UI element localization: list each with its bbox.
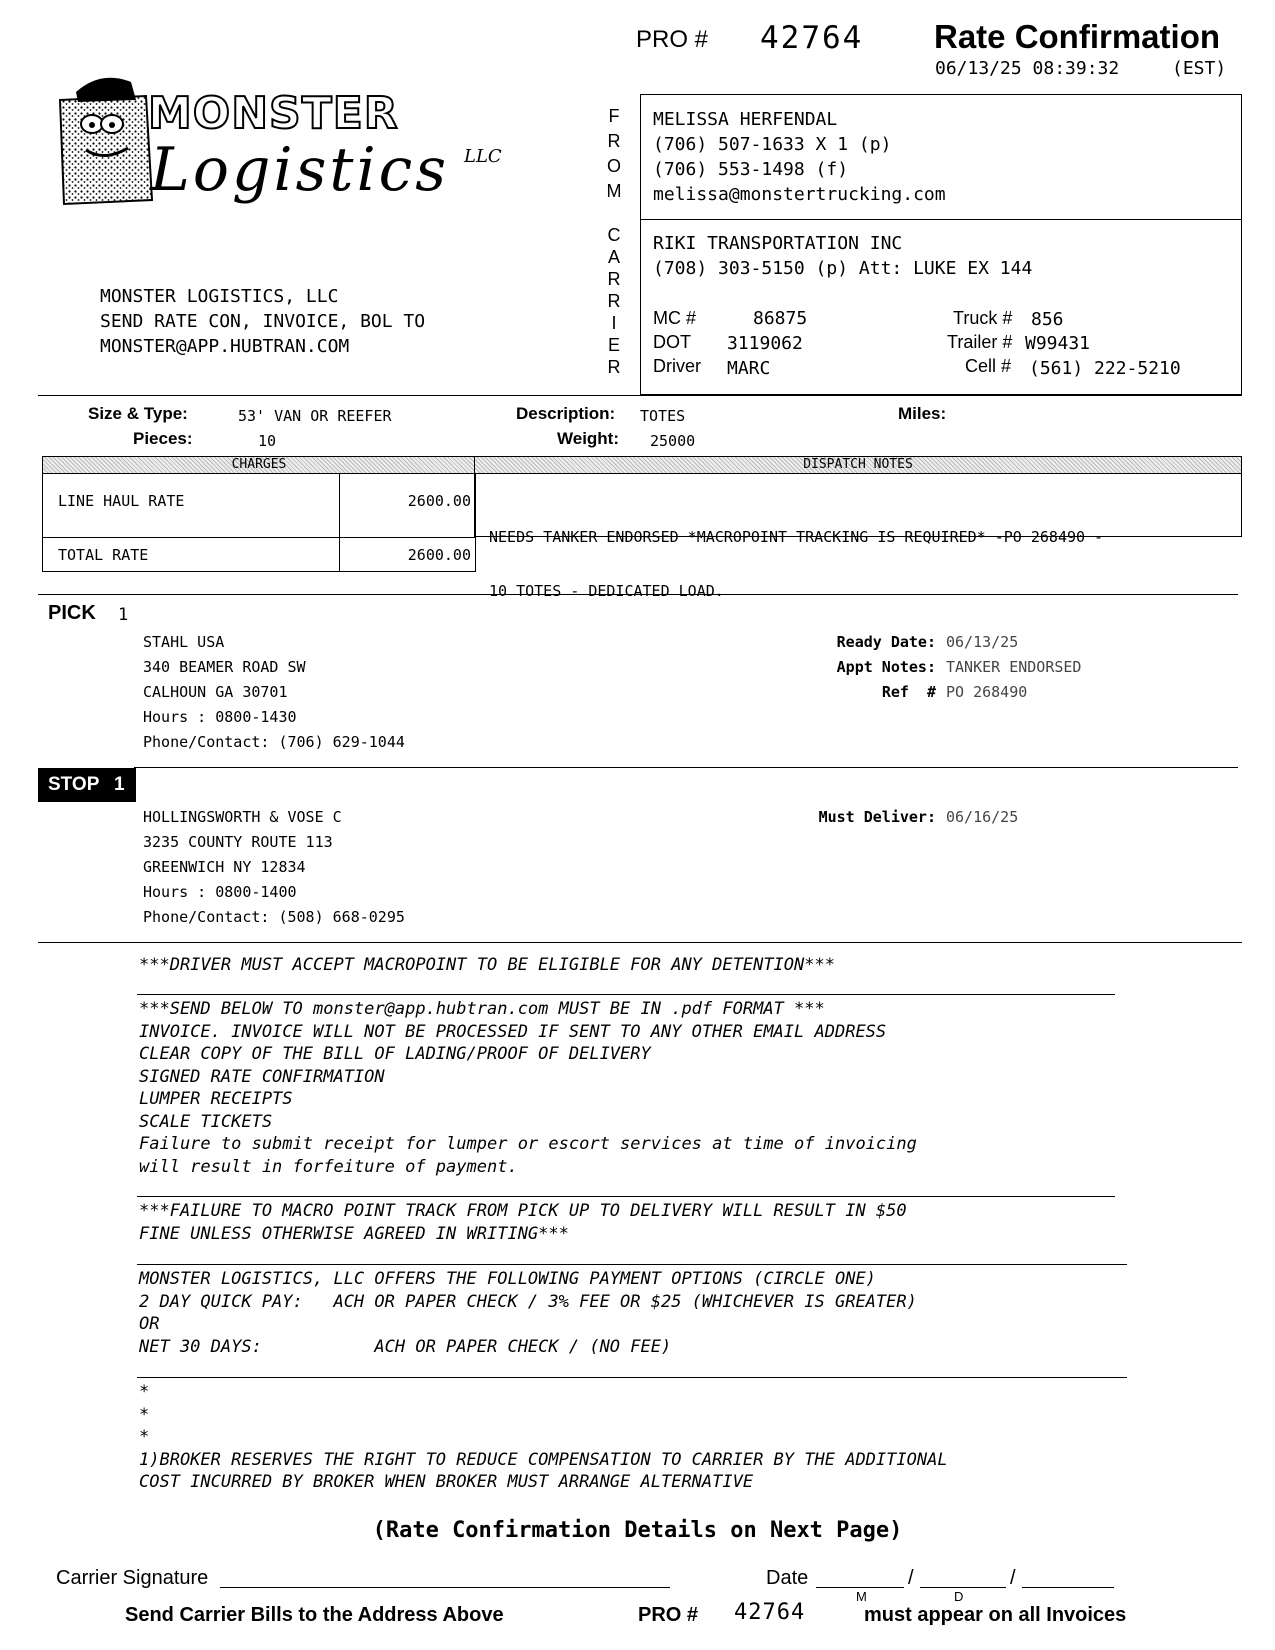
pick-street: 340 BEAMER ROAD SW [143, 658, 306, 676]
footer-pro-number: 42764 [734, 1600, 806, 1625]
terms-line: CLEAR COPY OF THE BILL OF LADING/PROOF OF DELIVERY [139, 1044, 651, 1064]
pick-name: STAHL USA [143, 633, 225, 651]
terms-line: 2 DAY QUICK PAY: ACH OR PAPER CHECK / 3% FEE OR $25 (WHICHEVER IS GREATER) [139, 1291, 917, 1312]
carrier-letter: E [607, 335, 620, 355]
from-phone: (706) 507-1633 X 1 (p) [653, 134, 892, 155]
carrier-letter: A [607, 247, 620, 267]
terms-line: ***SEND BELOW TO monster@app.hubtran.com MUST BE IN .pdf FORMAT *** [139, 999, 825, 1019]
dispatch-notes [489, 492, 1103, 636]
mc-label: MC # [653, 308, 697, 328]
logo-line1: MONSTER [148, 88, 399, 139]
broker-terms [139, 1381, 948, 1494]
stop-name: HOLLINGSWORTH & VOSE C [143, 808, 342, 826]
pro-number: 42764 [760, 20, 864, 56]
total-rate-label: TOTAL RATE [58, 546, 149, 564]
dispatch-notes-table [474, 456, 1242, 600]
detention-note: ***DRIVER MUST ACCEPT MACROPOINT TO BE ELIGIBLE FOR ANY DETENTION*** [139, 955, 835, 975]
cell-label: Cell # [965, 356, 1012, 376]
terms-line: MONSTER LOGISTICS, LLC OFFERS THE FOLLOWING PAYMENT OPTIONS (CIRCLE ONE) [139, 1269, 876, 1289]
terms-line: ***FAILURE TO MACRO POINT TRACK FROM PICK UP TO DELIVERY WILL RESULT IN $50 [139, 1201, 907, 1221]
ref-label: Ref # [881, 683, 936, 701]
dispatch-header: DISPATCH NOTES [475, 457, 1241, 474]
carrier-letter: R [607, 269, 621, 289]
pick-phone: Phone/Contact: (706) 629-1044 [143, 733, 405, 751]
company-instructions: SEND RATE CON, INVOICE, BOL TO [100, 311, 426, 332]
divider [137, 994, 1115, 995]
terms-line: * [139, 1404, 150, 1425]
signature-label: Carrier Signature [56, 1567, 209, 1589]
terms-line: NET 30 DAYS: ACH OR PAPER CHECK / (NO FEE) [139, 1336, 672, 1357]
dot-number: 3119062 [727, 333, 803, 354]
terms-line: OR [139, 1314, 160, 1334]
company-name: MONSTER LOGISTICS, LLC [100, 286, 339, 307]
must-deliver-value: 06/16/25 [946, 808, 1019, 826]
timezone: (EST) [1172, 58, 1227, 79]
carrier-phone: (708) 303-5150 (p) Att: LUKE EX 144 [653, 258, 1033, 279]
divider [137, 1377, 1127, 1378]
company-block [100, 284, 425, 359]
terms-line: SCALE TICKETS [139, 1111, 273, 1132]
trailer-number: W99431 [1025, 333, 1091, 354]
carrier-letter: R [607, 357, 621, 377]
pieces-value: 10 [258, 432, 277, 450]
mc-number: 86875 [753, 308, 808, 329]
carrier-side-label [604, 224, 624, 378]
date-month-field[interactable] [816, 1587, 904, 1588]
pick-address [143, 630, 405, 755]
description-value: TOTES [640, 407, 686, 425]
dispatch-line: 10 TOTES - DEDICATED LOAD. [489, 582, 724, 600]
stop-badge [38, 768, 136, 802]
terms-line: COST INCURRED BY BROKER WHEN BROKER MUST ARRANGE ALTERNATIVE [139, 1472, 754, 1492]
stop-address [143, 805, 405, 930]
trailer-label: Trailer # [947, 332, 1013, 352]
box-divider [641, 219, 1241, 220]
stop-city: GREENWICH NY 12834 [143, 858, 306, 876]
day-label: D [954, 1589, 964, 1604]
pick-detail-labels [780, 630, 936, 705]
divider [137, 1264, 1127, 1265]
date-label: Date [766, 1567, 809, 1589]
ready-date-label: Ready Date: [836, 633, 936, 651]
stop-phone: Phone/Contact: (508) 668-0295 [143, 908, 405, 926]
pick-city: CALHOUN GA 30701 [143, 683, 288, 701]
size-value: 53' VAN OR REEFER [238, 407, 392, 425]
pick-hours: Hours : 0800-1430 [143, 708, 297, 726]
terms-line: LUMPER RECEIPTS [139, 1089, 293, 1109]
terms-line: * [139, 1382, 150, 1402]
from-letter: R [607, 131, 621, 151]
stop-street: 3235 COUNTY ROUTE 113 [143, 833, 333, 851]
from-carrier-box [640, 94, 1242, 395]
dispatch-line: NEEDS TANKER ENDORSED *MACROPOINT TRACKING IS REQUIRED* -PO 268490 - [489, 528, 1104, 546]
divider [38, 594, 1238, 595]
payment-options [139, 1268, 917, 1358]
terms-line: 1)BROKER RESERVES THE RIGHT TO REDUCE COMPENSATION TO CARRIER BY THE ADDITIONAL [139, 1449, 948, 1470]
line-haul-label: LINE HAUL RATE [58, 492, 185, 510]
carrier-letter: C [607, 225, 621, 245]
column-divider [339, 473, 340, 571]
appt-notes-value: TANKER ENDORSED [946, 658, 1082, 676]
pick-detail-values [946, 630, 1081, 705]
charges-table [42, 456, 476, 572]
total-rate-amount: 2600.00 [407, 546, 471, 564]
logo-suffix: LLC [464, 146, 502, 167]
carrier-letter: I [611, 313, 617, 333]
stop-hours: Hours : 0800-1400 [143, 883, 297, 901]
from-email[interactable]: melissa@monstertrucking.com [653, 184, 946, 205]
pick-number: 1 [118, 605, 129, 625]
pro-label: PRO # [636, 26, 709, 53]
cell-number: (561) 222-5210 [1029, 358, 1181, 379]
date-separator: / [908, 1567, 914, 1589]
weight-label: Weight: [557, 429, 620, 448]
divider [38, 942, 1242, 943]
carrier-letter: R [607, 291, 621, 311]
driver-label: Driver [653, 356, 701, 376]
line-haul-amount: 2600.00 [407, 492, 471, 510]
from-letter: M [606, 181, 622, 201]
send-bills-note: Send Carrier Bills to the Address Above [125, 1604, 504, 1626]
signature-line[interactable] [220, 1587, 670, 1588]
date-separator: / [1010, 1567, 1016, 1589]
logo-line2: Logistics [150, 135, 450, 205]
from-side-label [604, 104, 624, 204]
description-label: Description: [516, 404, 616, 423]
stop-label: STOP [48, 774, 100, 795]
next-page-note: (Rate Confirmation Details on Next Page) [372, 1518, 903, 1543]
terms-line: Failure to submit receipt for lumper or escort services at time of invoicing [139, 1134, 917, 1154]
row-divider [43, 537, 475, 538]
divider [38, 395, 1242, 396]
date-day-field[interactable] [920, 1587, 1006, 1588]
from-letter: O [606, 156, 621, 176]
weight-value: 25000 [650, 432, 696, 450]
miles-label: Miles: [898, 404, 947, 423]
appt-notes-label: Appt Notes: [836, 658, 936, 676]
document-requirements [139, 998, 917, 1178]
divider [134, 767, 1238, 768]
divider [137, 1196, 1115, 1197]
carrier-info [653, 231, 1032, 281]
terms-line: will result in forfeiture of payment. [139, 1156, 518, 1177]
charges-header: CHARGES [43, 457, 475, 474]
truck-number: 856 [1031, 309, 1064, 330]
company-email: MONSTER@APP.HUBTRAN.COM [100, 336, 350, 357]
document-title: Rate Confirmation [934, 18, 1221, 55]
terms-line: SIGNED RATE CONFIRMATION [139, 1066, 385, 1087]
month-label: M [856, 1589, 867, 1604]
from-name: MELISSA HERFENDAL [653, 109, 838, 130]
from-letter: F [608, 106, 620, 126]
pick-label: PICK [48, 602, 96, 624]
terms-line: INVOICE. INVOICE WILL NOT BE PROCESSED IF SENT TO ANY OTHER EMAIL ADDRESS [139, 1021, 887, 1042]
from-fax: (706) 553-1498 (f) [653, 159, 849, 180]
carrier-name: RIKI TRANSPORTATION INC [653, 233, 903, 254]
from-contact [653, 107, 946, 207]
tracking-penalty [139, 1200, 907, 1245]
date-year-field[interactable] [1022, 1587, 1114, 1588]
ready-date-value: 06/13/25 [946, 633, 1019, 651]
company-logo [56, 70, 506, 220]
pieces-label: Pieces: [133, 429, 193, 448]
size-label: Size & Type: [88, 404, 188, 423]
document-datetime: 06/13/25 08:39:32 [935, 58, 1120, 79]
terms-line: * [139, 1427, 150, 1447]
driver-name: MARC [727, 358, 771, 379]
must-deliver-label: Must Deliver: [818, 808, 936, 826]
must-appear-note: must appear on all Invoices [864, 1604, 1127, 1626]
dot-label: DOT [653, 332, 691, 352]
ref-value: PO 268490 [946, 683, 1028, 701]
stop-number: 1 [114, 774, 125, 795]
footer-pro-label: PRO # [638, 1604, 699, 1626]
truck-label: Truck # [953, 308, 1013, 328]
terms-line: FINE UNLESS OTHERWISE AGREED IN WRITING*** [139, 1223, 569, 1244]
